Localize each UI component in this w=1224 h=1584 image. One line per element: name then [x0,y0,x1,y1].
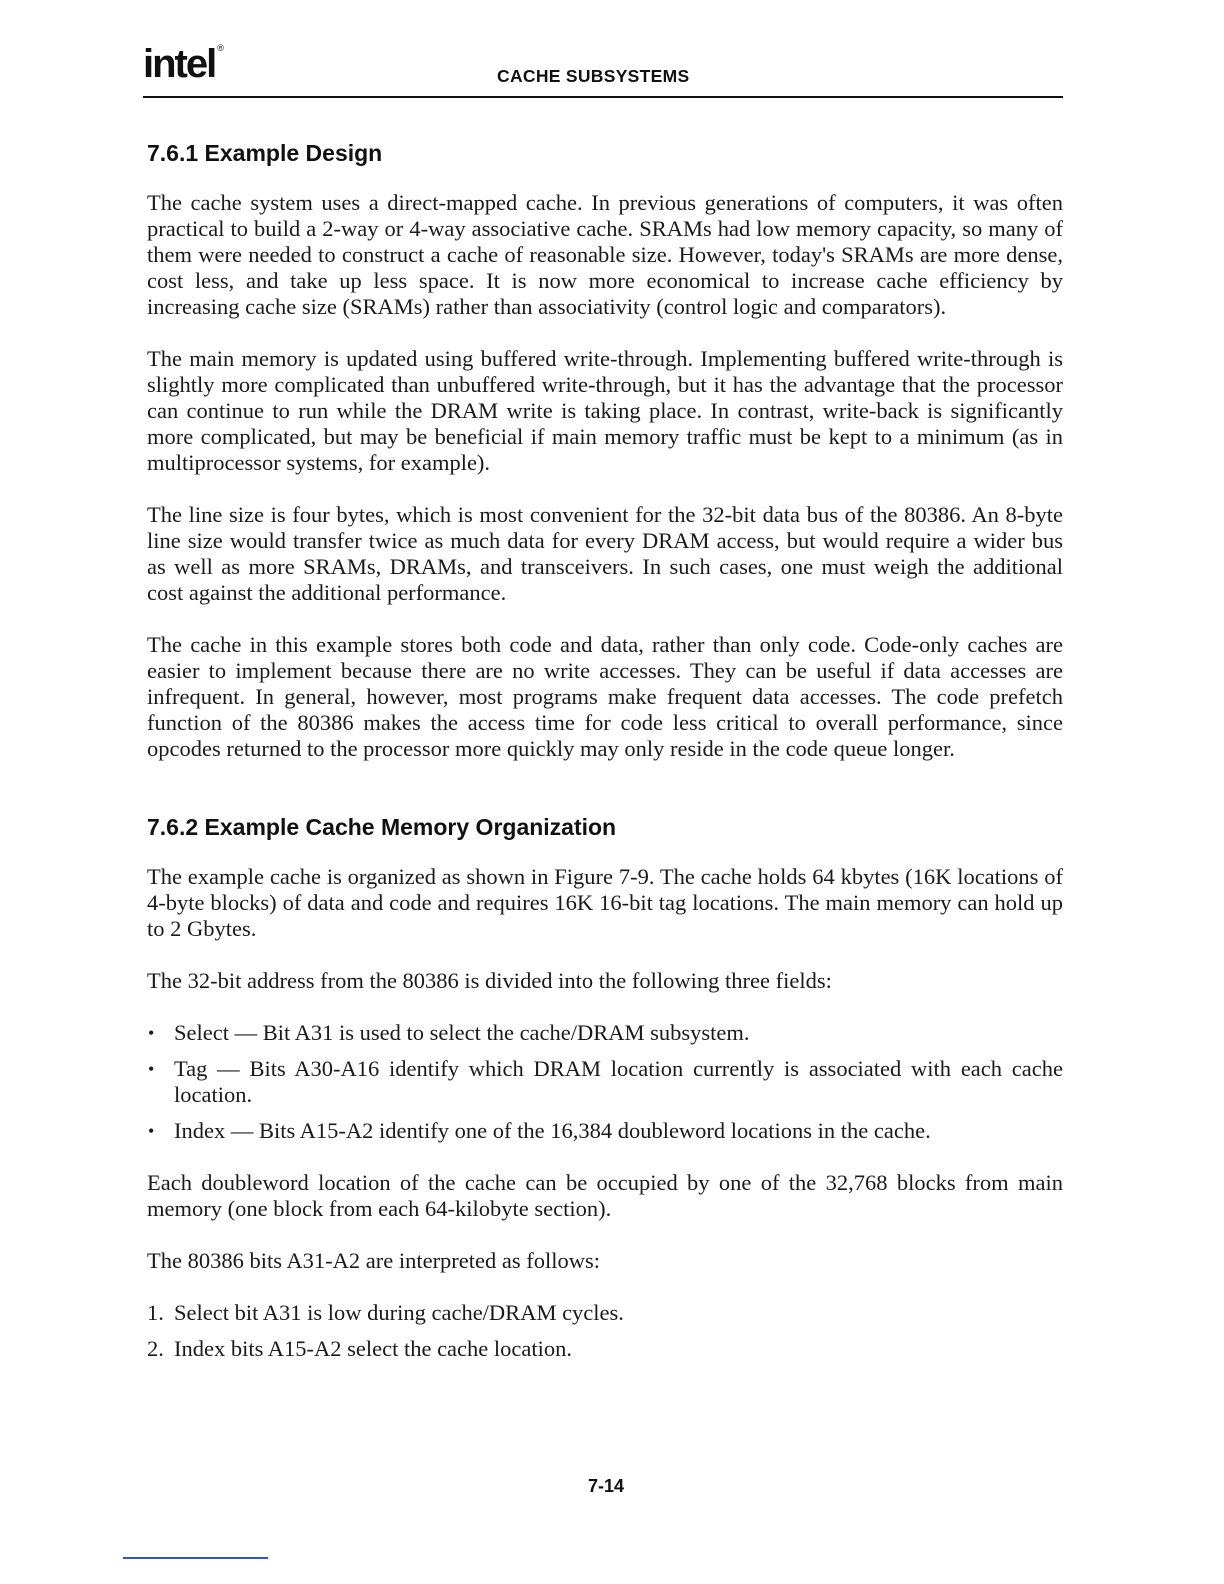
footer-mark [123,1557,268,1559]
list-item [147,1118,1063,1144]
address-fields-list [147,1020,1063,1144]
registered-mark: ® [217,43,222,53]
list-item-text: Tag — Bits A30-A16 identify which DRAM location currently is associated with each cache location. [174,1056,1063,1107]
section-heading-7-6-1: 7.6.1 Example Design [147,140,383,166]
bullet-icon: • [148,1059,155,1079]
numbered-item [147,1300,1063,1326]
intel-logo-text: intel [143,42,216,86]
page-number: 7-14 [587,1476,625,1496]
running-header: CACHE SUBSYSTEMS [497,66,690,86]
section-heading-7-6-2: 7.6.2 Example Cache Memory Organization [147,814,617,840]
paragraph: The 80386 bits A31-A2 are interpreted as follows: [147,1248,601,1273]
paragraph: The line size is four bytes, which is most convenient for the 32-bit data bus of the 80386. An 8-byte line size would transfer twice as much data for every DRAM access, but would require a wider bus as well as more SRAMs, DRAMs, and transceivers. In such cases, one must weigh the additional cost against the additional performance. [147,502,1063,605]
intel-logo [143,44,222,84]
numbered-item-text: Select bit A31 is low during cache/DRAM cycles. [174,1300,624,1325]
interpretation-list [147,1300,1063,1362]
item-number: 1. [147,1300,164,1325]
page-content [147,138,1063,1388]
paragraph: The cache in this example stores both code and data, rather than only code. Code-only caches are easier to implement because there are no write accesses. They can be useful if data accesses are infrequent. In general, however, most programs make frequent data accesses. The code prefetch function of the 80386 makes the access time for code less critical to overall performance, since opcodes returned to the processor more quickly may only reside in the code queue longer. [147,632,1063,761]
item-number: 2. [147,1336,164,1361]
paragraph: The cache system uses a direct-mapped cache. In previous generations of computers, it was often practical to build a 2-way or 4-way associative cache. SRAMs had low memory capacity, so many of them were needed to construct a cache of reasonable size. However, today's SRAMs are more dense, cost less, and take up less space. It is now more economical to increase cache efficiency by increasing cache size (SRAMs) rather than associativity (control logic and comparators). [147,190,1063,319]
paragraph: The example cache is organized as shown in Figure 7-9. The cache holds 64 kbytes (16K locations of 4-byte blocks) of data and code and requires 16K 16-bit tag locations. The main memory can hold up to 2 Gbytes. [147,864,1063,941]
paragraph: The 32-bit address from the 80386 is divided into the following three fields: [147,968,832,993]
bullet-icon: • [148,1121,155,1141]
bullet-icon: • [148,1023,155,1043]
list-item [147,1056,1063,1108]
list-item [147,1020,1063,1046]
header-rule [143,96,1063,98]
numbered-item-text: Index bits A15-A2 select the cache location. [174,1336,572,1361]
numbered-item [147,1336,1063,1362]
list-item-text: Select — Bit A31 is used to select the cache/DRAM subsystem. [174,1020,750,1045]
paragraph: Each doubleword location of the cache can be occupied by one of the 32,768 blocks from main memory (one block from each 64-kilobyte section). [147,1170,1063,1221]
paragraph: The main memory is updated using buffered write-through. Implementing buffered write-through is slightly more complicated than unbuffered write-through, but it has the advantage that the processor can continue to run while the DRAM write is taking place. In contrast, write-back is significantly more complicated, but may be beneficial if main memory traffic must be kept to a minimum (as in multiprocessor systems, for example). [147,346,1063,475]
list-item-text: Index — Bits A15-A2 identify one of the 16,384 doubleword locations in the cache. [174,1118,931,1143]
